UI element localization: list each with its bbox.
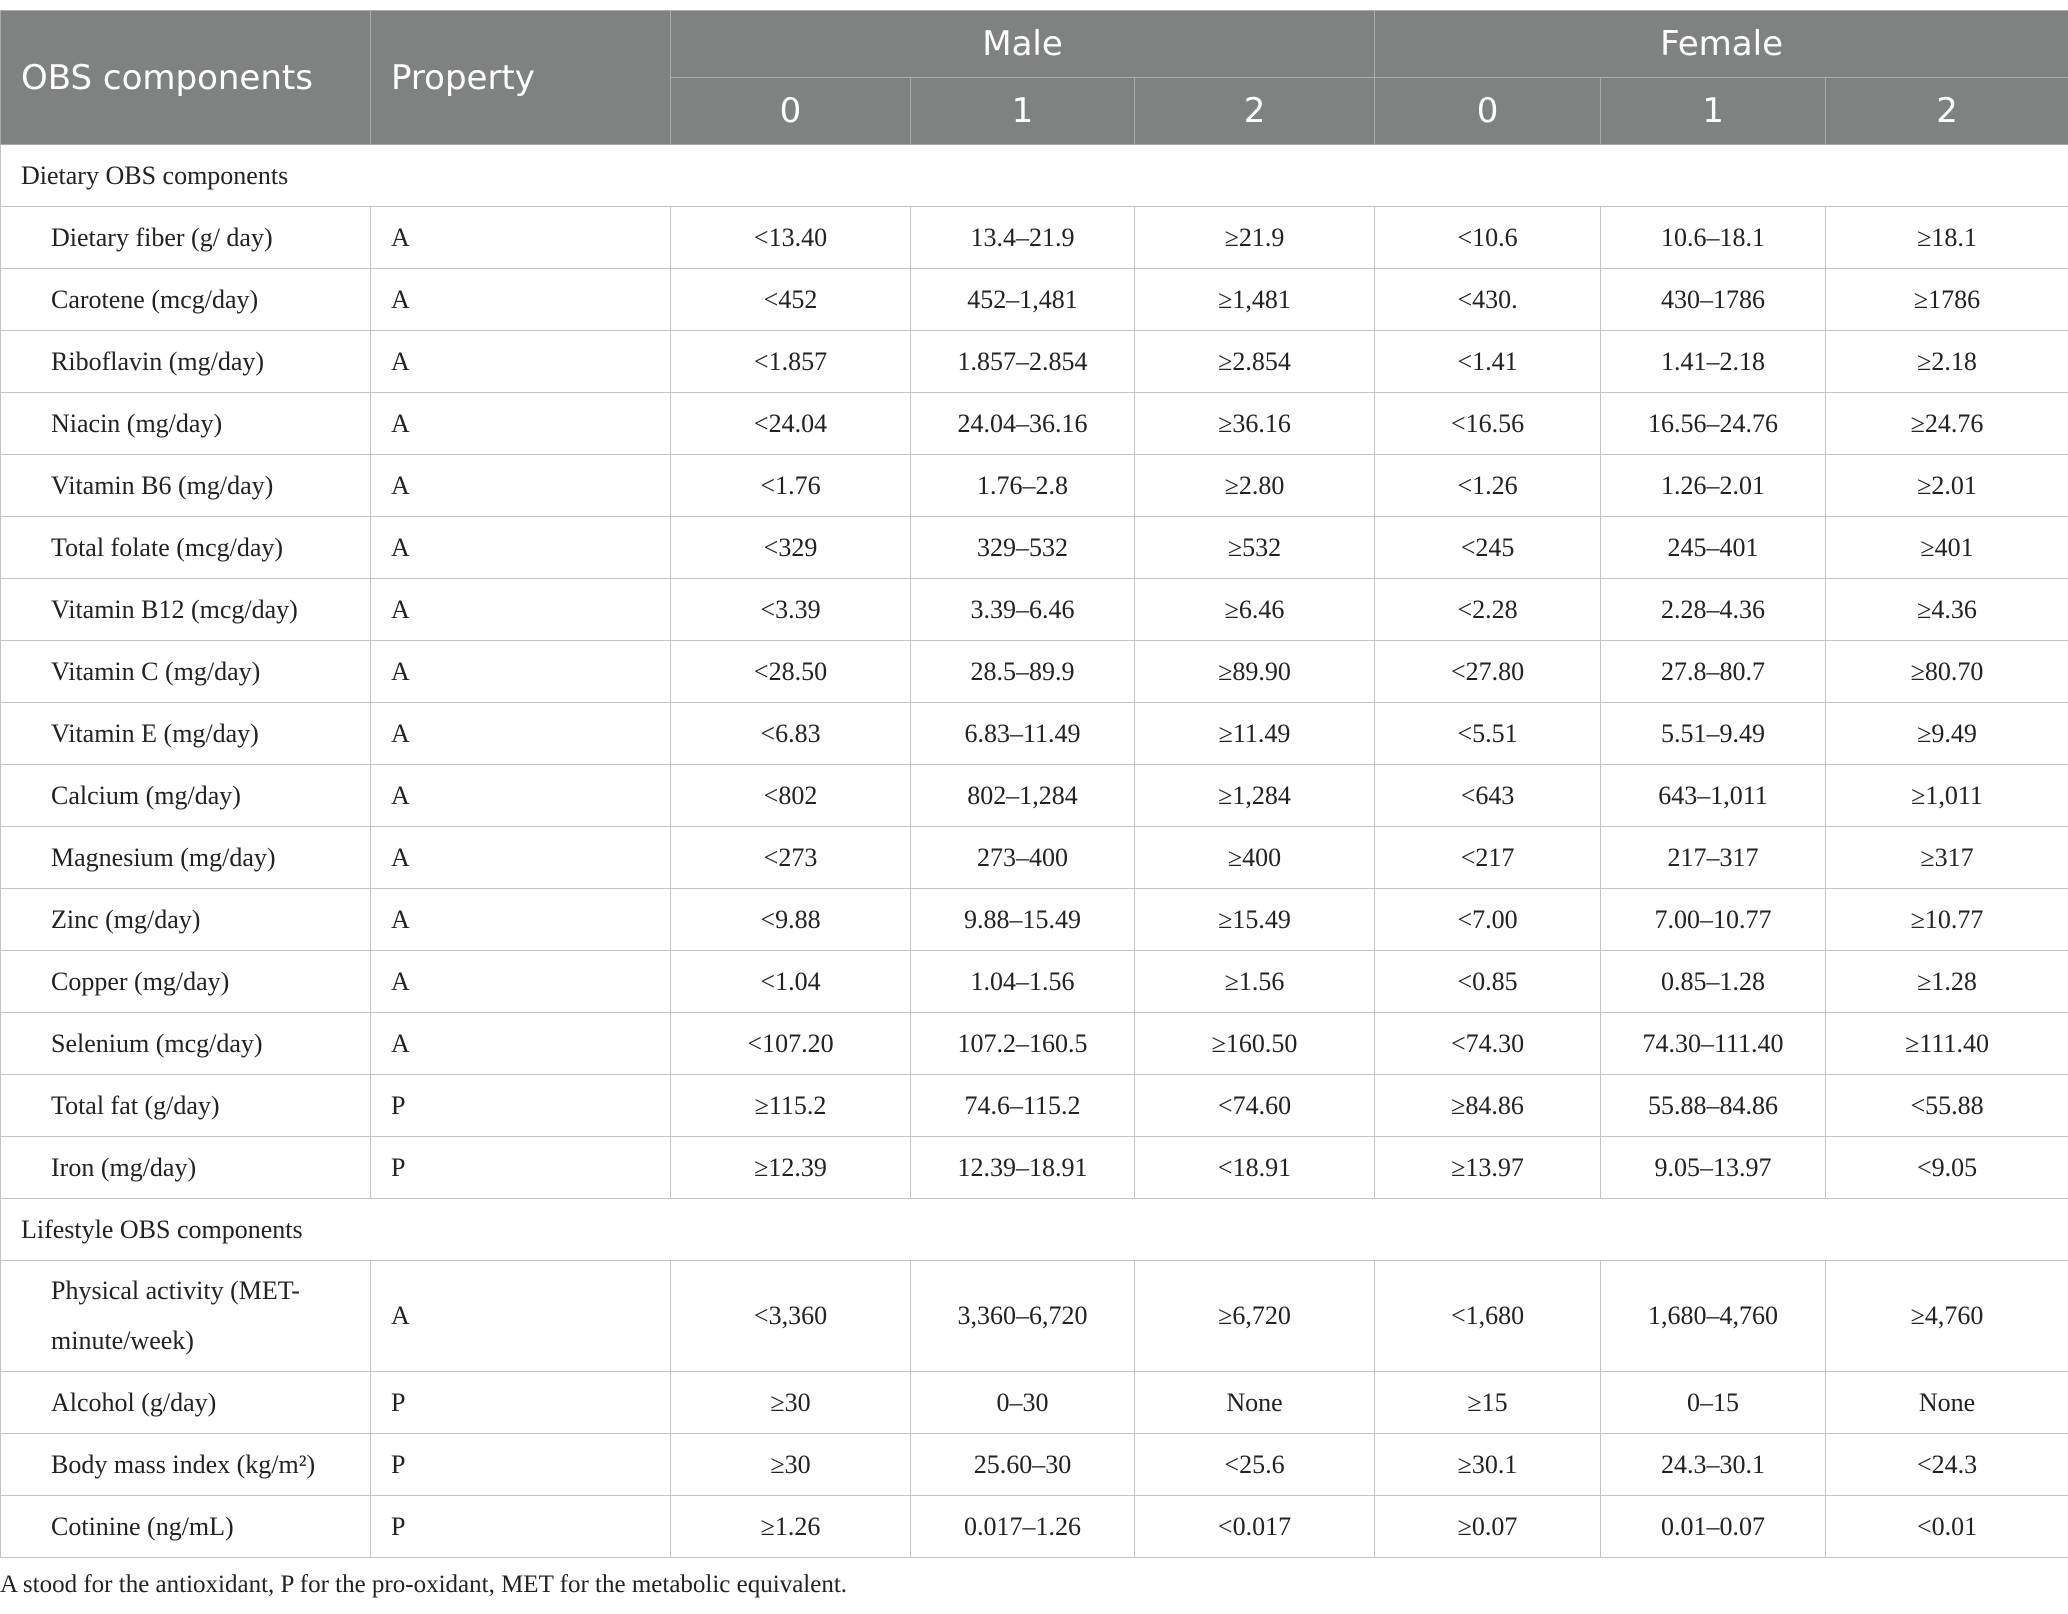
male-score-2-cell: ≥400 (1135, 827, 1375, 889)
female-score-0-cell: ≥15 (1375, 1372, 1601, 1434)
male-score-0-cell: <1.857 (671, 331, 911, 393)
component-name: Niacin (mg/day) (1, 393, 371, 455)
male-score-1-cell: 1.857–2.854 (911, 331, 1135, 393)
female-score-2-cell: ≥111.40 (1826, 1013, 2068, 1075)
component-name: Carotene (mcg/day) (1, 269, 371, 331)
male-score-1-cell: 273–400 (911, 827, 1135, 889)
property-cell: P (371, 1137, 671, 1199)
header-male-group: Male (671, 11, 1375, 78)
component-name: Vitamin B12 (mcg/day) (1, 579, 371, 641)
property-cell: A (371, 1261, 671, 1372)
section-title: Dietary OBS components (1, 145, 2068, 207)
female-score-1-cell: 643–1,011 (1601, 765, 1826, 827)
property-cell: A (371, 889, 671, 951)
section-row (1, 145, 2068, 207)
female-score-1-cell: 245–401 (1601, 517, 1826, 579)
male-score-1-cell: 452–1,481 (911, 269, 1135, 331)
male-score-0-cell: <1.76 (671, 455, 911, 517)
property-cell: A (371, 579, 671, 641)
male-score-1-cell: 28.5–89.9 (911, 641, 1135, 703)
table-row (1, 765, 2068, 827)
female-score-1-cell: 1.41–2.18 (1601, 331, 1826, 393)
component-name: Vitamin E (mg/day) (1, 703, 371, 765)
male-score-2-cell: ≥532 (1135, 517, 1375, 579)
table-row (1, 455, 2068, 517)
female-score-1-cell: 1,680–4,760 (1601, 1261, 1826, 1372)
male-score-1-cell: 24.04–36.16 (911, 393, 1135, 455)
female-score-0-cell: <1,680 (1375, 1261, 1601, 1372)
header-female-score-1: 1 (1601, 78, 1826, 145)
female-score-0-cell: <74.30 (1375, 1013, 1601, 1075)
header-male-score-1: 1 (911, 78, 1135, 145)
female-score-1-cell: 16.56–24.76 (1601, 393, 1826, 455)
male-score-0-cell: <24.04 (671, 393, 911, 455)
female-score-1-cell: 0.01–0.07 (1601, 1496, 1826, 1558)
female-score-2-cell: ≥80.70 (1826, 641, 2068, 703)
table-footnote: A stood for the antioxidant, P for the pro-oxidant, MET for the metabolic equivalent. (0, 1571, 848, 1598)
female-score-0-cell: ≥84.86 (1375, 1075, 1601, 1137)
male-score-1-cell: 329–532 (911, 517, 1135, 579)
component-name: Dietary fiber (g/ day) (1, 207, 371, 269)
male-score-0-cell: <107.20 (671, 1013, 911, 1075)
component-name: Calcium (mg/day) (1, 765, 371, 827)
table-row (1, 517, 2068, 579)
component-name: Body mass index (kg/m²) (1, 1434, 371, 1496)
female-score-2-cell: ≥4.36 (1826, 579, 2068, 641)
male-score-0-cell: <1.04 (671, 951, 911, 1013)
female-score-0-cell: <245 (1375, 517, 1601, 579)
female-score-1-cell: 217–317 (1601, 827, 1826, 889)
female-score-1-cell: 1.26–2.01 (1601, 455, 1826, 517)
property-cell: A (371, 207, 671, 269)
female-score-1-cell: 24.3–30.1 (1601, 1434, 1826, 1496)
section-row (1, 1199, 2068, 1261)
male-score-1-cell: 13.4–21.9 (911, 207, 1135, 269)
female-score-1-cell: 55.88–84.86 (1601, 1075, 1826, 1137)
component-name: Riboflavin (mg/day) (1, 331, 371, 393)
male-score-2-cell: ≥6,720 (1135, 1261, 1375, 1372)
property-cell: A (371, 765, 671, 827)
male-score-2-cell: <18.91 (1135, 1137, 1375, 1199)
property-cell: P (371, 1075, 671, 1137)
male-score-2-cell: ≥1,284 (1135, 765, 1375, 827)
male-score-0-cell: <13.40 (671, 207, 911, 269)
property-cell: A (371, 827, 671, 889)
property-cell: A (371, 703, 671, 765)
male-score-1-cell: 3,360–6,720 (911, 1261, 1135, 1372)
male-score-2-cell: <25.6 (1135, 1434, 1375, 1496)
male-score-2-cell: <0.017 (1135, 1496, 1375, 1558)
male-score-0-cell: <3.39 (671, 579, 911, 641)
property-cell: A (371, 331, 671, 393)
female-score-0-cell: <10.6 (1375, 207, 1601, 269)
female-score-2-cell: <55.88 (1826, 1075, 2068, 1137)
female-score-0-cell: <5.51 (1375, 703, 1601, 765)
male-score-1-cell: 9.88–15.49 (911, 889, 1135, 951)
table-row (1, 703, 2068, 765)
male-score-1-cell: 6.83–11.49 (911, 703, 1135, 765)
male-score-2-cell: None (1135, 1372, 1375, 1434)
female-score-2-cell: ≥10.77 (1826, 889, 2068, 951)
property-cell: P (371, 1496, 671, 1558)
table-row (1, 207, 2068, 269)
male-score-0-cell: <9.88 (671, 889, 911, 951)
female-score-2-cell: ≥24.76 (1826, 393, 2068, 455)
male-score-2-cell: ≥1,481 (1135, 269, 1375, 331)
female-score-0-cell: <7.00 (1375, 889, 1601, 951)
male-score-1-cell: 1.04–1.56 (911, 951, 1135, 1013)
female-score-2-cell: ≥9.49 (1826, 703, 2068, 765)
female-score-0-cell: <16.56 (1375, 393, 1601, 455)
male-score-2-cell: ≥2.854 (1135, 331, 1375, 393)
property-cell: A (371, 269, 671, 331)
table-row (1, 1372, 2068, 1434)
property-cell: A (371, 393, 671, 455)
component-name: Alcohol (g/day) (1, 1372, 371, 1434)
component-name: Selenium (mcg/day) (1, 1013, 371, 1075)
male-score-0-cell: <452 (671, 269, 911, 331)
header-female-score-2: 2 (1826, 78, 2068, 145)
male-score-0-cell: <28.50 (671, 641, 911, 703)
male-score-0-cell: ≥1.26 (671, 1496, 911, 1558)
female-score-0-cell: <643 (1375, 765, 1601, 827)
male-score-1-cell: 3.39–6.46 (911, 579, 1135, 641)
female-score-0-cell: <2.28 (1375, 579, 1601, 641)
table-row (1, 641, 2068, 703)
female-score-2-cell: ≥1786 (1826, 269, 2068, 331)
female-score-2-cell: ≥317 (1826, 827, 2068, 889)
male-score-1-cell: 0–30 (911, 1372, 1135, 1434)
table-row (1, 1075, 2068, 1137)
property-cell: A (371, 1013, 671, 1075)
female-score-1-cell: 10.6–18.1 (1601, 207, 1826, 269)
male-score-1-cell: 802–1,284 (911, 765, 1135, 827)
male-score-0-cell: <6.83 (671, 703, 911, 765)
female-score-2-cell: <9.05 (1826, 1137, 2068, 1199)
component-name: Cotinine (ng/mL) (1, 1496, 371, 1558)
male-score-1-cell: 0.017–1.26 (911, 1496, 1135, 1558)
male-score-2-cell: ≥1.56 (1135, 951, 1375, 1013)
female-score-2-cell: ≥4,760 (1826, 1261, 2068, 1372)
table-row (1, 1261, 2068, 1372)
table-row (1, 269, 2068, 331)
header-female-score-0: 0 (1375, 78, 1601, 145)
female-score-0-cell: <217 (1375, 827, 1601, 889)
male-score-0-cell: ≥115.2 (671, 1075, 911, 1137)
property-cell: A (371, 517, 671, 579)
component-name: Total folate (mcg/day) (1, 517, 371, 579)
table-row (1, 331, 2068, 393)
male-score-0-cell: ≥12.39 (671, 1137, 911, 1199)
female-score-1-cell: 27.8–80.7 (1601, 641, 1826, 703)
female-score-0-cell: <1.41 (1375, 331, 1601, 393)
male-score-2-cell: ≥89.90 (1135, 641, 1375, 703)
female-score-2-cell: ≥2.18 (1826, 331, 2068, 393)
component-name: Zinc (mg/day) (1, 889, 371, 951)
female-score-2-cell: None (1826, 1372, 2068, 1434)
male-score-1-cell: 74.6–115.2 (911, 1075, 1135, 1137)
female-score-2-cell: ≥401 (1826, 517, 2068, 579)
female-score-1-cell: 0.85–1.28 (1601, 951, 1826, 1013)
female-score-0-cell: ≥13.97 (1375, 1137, 1601, 1199)
female-score-0-cell: <1.26 (1375, 455, 1601, 517)
property-cell: P (371, 1434, 671, 1496)
female-score-1-cell: 9.05–13.97 (1601, 1137, 1826, 1199)
male-score-1-cell: 25.60–30 (911, 1434, 1135, 1496)
female-score-2-cell: <24.3 (1826, 1434, 2068, 1496)
table-row (1, 827, 2068, 889)
female-score-1-cell: 430–1786 (1601, 269, 1826, 331)
female-score-1-cell: 7.00–10.77 (1601, 889, 1826, 951)
male-score-0-cell: ≥30 (671, 1372, 911, 1434)
component-name: Magnesium (mg/day) (1, 827, 371, 889)
male-score-2-cell: <74.60 (1135, 1075, 1375, 1137)
component-name: Physical activity (MET-minute/week) (1, 1261, 371, 1372)
header-female-group: Female (1375, 11, 2068, 78)
obs-components-table (0, 10, 2068, 1558)
male-score-2-cell: ≥11.49 (1135, 703, 1375, 765)
section-title: Lifestyle OBS components (1, 1199, 2068, 1261)
male-score-2-cell: ≥2.80 (1135, 455, 1375, 517)
component-name: Vitamin B6 (mg/day) (1, 455, 371, 517)
header-male-score-0: 0 (671, 78, 911, 145)
table-row (1, 951, 2068, 1013)
female-score-2-cell: <0.01 (1826, 1496, 2068, 1558)
component-name: Iron (mg/day) (1, 1137, 371, 1199)
male-score-0-cell: <329 (671, 517, 911, 579)
table-row (1, 1434, 2068, 1496)
male-score-2-cell: ≥160.50 (1135, 1013, 1375, 1075)
female-score-2-cell: ≥1.28 (1826, 951, 2068, 1013)
component-name: Total fat (g/day) (1, 1075, 371, 1137)
header-obs-components: OBS components (1, 11, 371, 145)
table-row (1, 1496, 2068, 1558)
table-row (1, 579, 2068, 641)
female-score-0-cell: <0.85 (1375, 951, 1601, 1013)
female-score-0-cell: ≥0.07 (1375, 1496, 1601, 1558)
property-cell: A (371, 951, 671, 1013)
header-male-score-2: 2 (1135, 78, 1375, 145)
male-score-2-cell: ≥21.9 (1135, 207, 1375, 269)
female-score-2-cell: ≥2.01 (1826, 455, 2068, 517)
table-row (1, 1013, 2068, 1075)
table-row (1, 393, 2068, 455)
male-score-1-cell: 12.39–18.91 (911, 1137, 1135, 1199)
female-score-0-cell: ≥30.1 (1375, 1434, 1601, 1496)
header-property: Property (371, 11, 671, 145)
male-score-1-cell: 107.2–160.5 (911, 1013, 1135, 1075)
male-score-1-cell: 1.76–2.8 (911, 455, 1135, 517)
male-score-2-cell: ≥36.16 (1135, 393, 1375, 455)
female-score-1-cell: 0–15 (1601, 1372, 1826, 1434)
female-score-1-cell: 5.51–9.49 (1601, 703, 1826, 765)
female-score-0-cell: <27.80 (1375, 641, 1601, 703)
female-score-2-cell: ≥1,011 (1826, 765, 2068, 827)
property-cell: A (371, 455, 671, 517)
property-cell: A (371, 641, 671, 703)
table-row (1, 889, 2068, 951)
female-score-1-cell: 74.30–111.40 (1601, 1013, 1826, 1075)
male-score-0-cell: <3,360 (671, 1261, 911, 1372)
male-score-0-cell: ≥30 (671, 1434, 911, 1496)
male-score-2-cell: ≥15.49 (1135, 889, 1375, 951)
female-score-2-cell: ≥18.1 (1826, 207, 2068, 269)
property-cell: P (371, 1372, 671, 1434)
female-score-1-cell: 2.28–4.36 (1601, 579, 1826, 641)
table-header (1, 11, 2068, 145)
table-body (1, 145, 2068, 1558)
male-score-0-cell: <273 (671, 827, 911, 889)
component-name: Copper (mg/day) (1, 951, 371, 1013)
male-score-2-cell: ≥6.46 (1135, 579, 1375, 641)
male-score-0-cell: <802 (671, 765, 911, 827)
table-row (1, 1137, 2068, 1199)
female-score-0-cell: <430. (1375, 269, 1601, 331)
component-name: Vitamin C (mg/day) (1, 641, 371, 703)
